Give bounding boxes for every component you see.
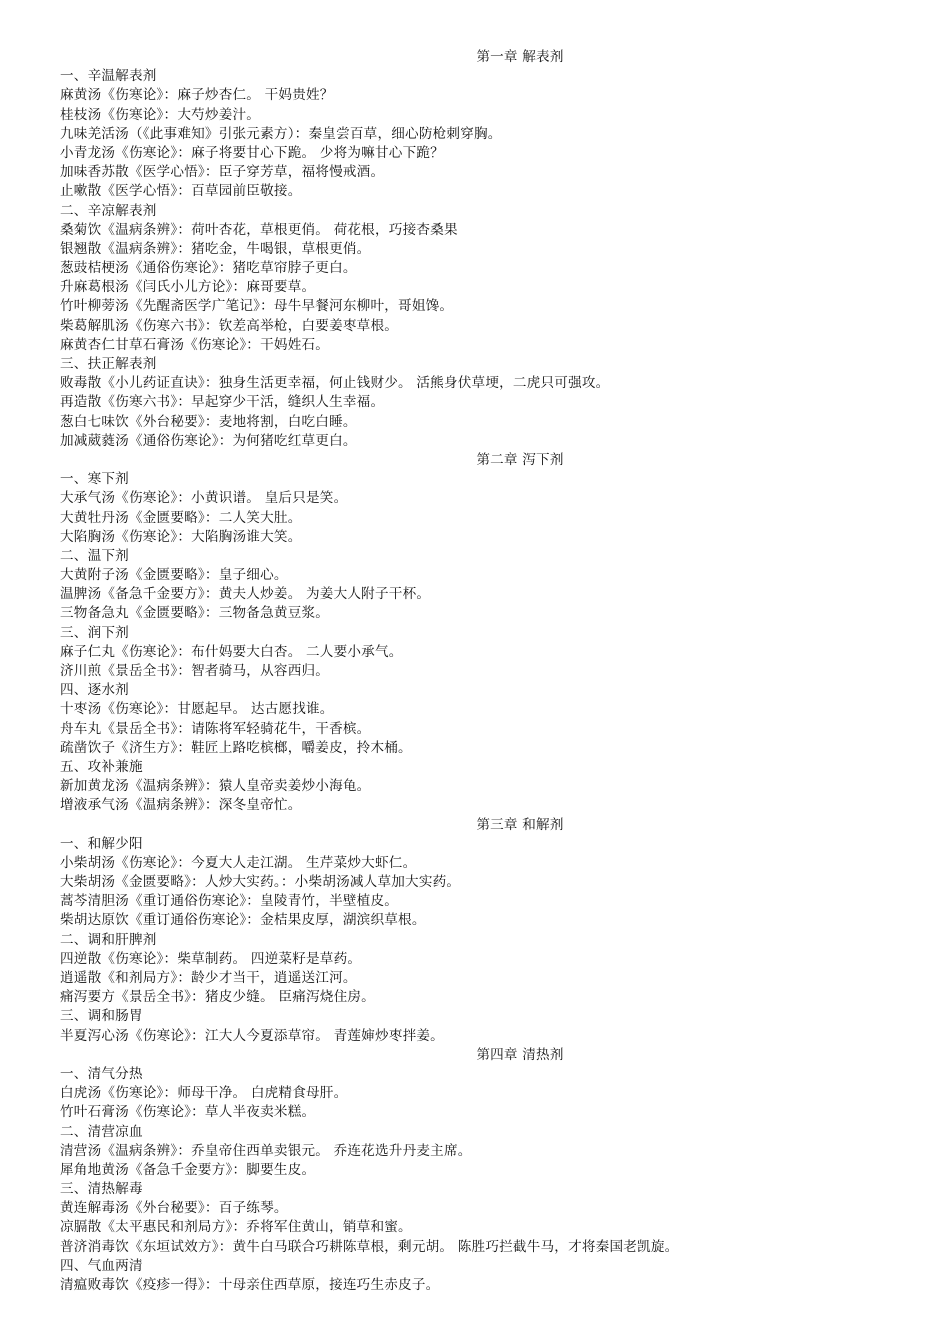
section-heading: 二、辛凉解表剂 bbox=[60, 202, 157, 219]
formula-entry: 桑菊饮《温病条辨》：荷叶杏花，草根更俏。 荷花根，巧接杏桑果 bbox=[60, 221, 458, 238]
formula-entry: 舟车丸《景岳全书》：请陈将军轻骑花牛，干香槟。 bbox=[60, 720, 371, 737]
section-heading: 四、气血两清 bbox=[60, 1257, 143, 1274]
section-heading: 一、寒下剂 bbox=[60, 471, 129, 488]
formula-entry: 柴胡达原饮《重订通俗伤寒论》：金桔果皮厚，湖滨织草根。 bbox=[60, 912, 426, 929]
formula-entry: 竹叶柳蒡汤《先醒斋医学广笔记》：母牛早餐河东柳叶，哥姐馋。 bbox=[60, 298, 454, 315]
formula-entry: 半夏泻心汤《伤寒论》：江大人今夏添草帘。 青莲婶炒枣拌姜。 bbox=[60, 1027, 444, 1044]
formula-entry: 白虎汤《伤寒论》：师母干净。 白虎精食母肝。 bbox=[60, 1085, 348, 1102]
document-page bbox=[60, 48, 920, 1295]
section-heading: 一、和解少阳 bbox=[60, 835, 143, 852]
section-heading: 一、清气分热 bbox=[60, 1065, 143, 1082]
formula-entry: 麻黄汤《伤寒论》：麻子炒杏仁。 干妈贵姓？ bbox=[60, 87, 334, 104]
section-heading: 四、逐水剂 bbox=[60, 682, 129, 699]
formula-entry: 大承气汤《伤寒论》：小黄识谱。 皇后只是笑。 bbox=[60, 490, 348, 507]
formula-entry: 升麻葛根汤《闫氏小儿方论》：麻哥要草。 bbox=[60, 279, 316, 296]
section-heading: 二、清营凉血 bbox=[60, 1123, 143, 1140]
formula-entry: 大黄牡丹汤《金匮要略》：二人笑大肚。 bbox=[60, 509, 302, 526]
formula-entry: 麻子仁丸《伤寒论》：布什妈要大白杏。 二人要小承气。 bbox=[60, 643, 403, 660]
section-heading: 三、润下剂 bbox=[60, 624, 129, 641]
formula-entry: 普济消毒饮《东垣试效方》：黄牛白马联合巧耕陈草根，剩元胡。 陈胜巧拦截牛马，才将秦国老凯旋。 bbox=[60, 1238, 679, 1255]
section-heading: 五、攻补兼施 bbox=[60, 758, 143, 775]
formula-entry: 犀角地黄汤《备急千金要方》：脚要生皮。 bbox=[60, 1161, 316, 1178]
formula-entry: 清瘟败毒饮《疫疹一得》：十母亲住西草原，接连巧生赤皮子。 bbox=[60, 1277, 440, 1293]
formula-entry: 小柴胡汤《伤寒论》：今夏大人走江湖。 生芹菜炒大虾仁。 bbox=[60, 854, 417, 871]
formula-entry: 十枣汤《伤寒论》：甘愿起早。 达古愿找谁。 bbox=[60, 701, 334, 718]
formula-entry: 三物备急丸《金匮要略》：三物备急黄豆浆。 bbox=[60, 605, 330, 622]
section-heading: 三、清热解毒 bbox=[60, 1181, 143, 1198]
formula-entry: 柴葛解肌汤《伤寒六书》：钦差高举枪，白要姜枣草根。 bbox=[60, 317, 399, 334]
formula-entry: 温脾汤《备急千金要方》：黄夫人炒姜。 为姜大人附子干杯。 bbox=[60, 586, 431, 603]
formula-entry: 九味羌活汤（《此事难知》引张元素方）：秦皇尝百草，细心防枪刺穿胸。 bbox=[60, 125, 502, 142]
formula-entry: 大陷胸汤《伤寒论》：大陷胸汤谁大笑。 bbox=[60, 528, 302, 545]
formula-entry: 疏凿饮子《济生方》：鞋匠上路吃槟榔，嚼姜皮，拎木桶。 bbox=[60, 739, 412, 756]
formula-entry: 清营汤《温病条辨》：乔皇帝住西单卖银元。 乔连花选升丹麦主席。 bbox=[60, 1142, 472, 1159]
formula-entry: 新加黄龙汤《温病条辨》：猿人皇帝卖姜炒小海龟。 bbox=[60, 778, 371, 795]
formula-entry: 葱白七味饮《外台秘要》：麦地将割，白吃白睡。 bbox=[60, 413, 357, 430]
chapter-heading: 第二章 泻下剂 bbox=[476, 451, 564, 468]
formula-entry: 麻黄杏仁甘草石膏汤《伤寒论》：干妈姓石。 bbox=[60, 336, 330, 353]
formula-entry: 四逆散《伤寒论》：柴草制药。 四逆菜籽是草药。 bbox=[60, 950, 362, 967]
formula-entry: 黄连解毒汤《外台秘要》：百子练琴。 bbox=[60, 1200, 288, 1217]
chapter-heading: 第一章 解表剂 bbox=[476, 49, 564, 65]
section-heading: 二、调和肝脾剂 bbox=[60, 931, 157, 948]
formula-entry: 小青龙汤《伤寒论》：麻子将要甘心下跪。 少将为嘛甘心下跪？ bbox=[60, 144, 444, 161]
formula-entry: 凉膈散《太平惠民和剂局方》：乔将军住黄山，销草和蜜。 bbox=[60, 1219, 412, 1236]
formula-entry: 大黄附子汤《金匮要略》：皇子细心。 bbox=[60, 567, 288, 584]
section-heading: 三、扶正解表剂 bbox=[60, 356, 157, 372]
section-heading: 三、调和肠胃 bbox=[60, 1008, 143, 1025]
formula-entry: 再造散《伤寒六书》：早起穿少干活，缝织人生幸福。 bbox=[60, 394, 385, 411]
formula-entry: 加味香苏散《医学心悟》：臣子穿芳草，福将慢戒酒。 bbox=[60, 164, 385, 181]
formula-entry: 痛泻要方《景岳全书》：猪皮少缝。 臣痛泻烧住房。 bbox=[60, 989, 375, 1006]
formula-entry: 败毒散《小儿药证直诀》：独身生活更幸福，何止钱财少。 活熊身伏草埂，二虎只可强攻。 bbox=[60, 375, 610, 392]
formula-entry: 逍遥散《和剂局方》：龄少才当干，逍遥送江河。 bbox=[60, 970, 357, 986]
chapter-heading: 第三章 和解剂 bbox=[476, 816, 564, 833]
formula-entry: 增液承气汤《温病条辨》：深冬皇帝忙。 bbox=[60, 797, 302, 814]
formula-entry: 大柴胡汤《金匮要略》：人炒大实药。：小柴胡汤减人草加大实药。 bbox=[60, 874, 461, 891]
section-heading: 二、温下剂 bbox=[60, 547, 129, 564]
formula-entry: 桂枝汤《伤寒论》：大芍炒姜汁。 bbox=[60, 106, 261, 123]
section-heading: 一、辛温解表剂 bbox=[60, 68, 157, 85]
formula-entry: 止嗽散《医学心悟》：百草园前臣敬接。 bbox=[60, 183, 302, 200]
formula-entry: 加减葳蕤汤《通俗伤寒论》：为何猪吃红草更白。 bbox=[60, 432, 357, 449]
formula-entry: 葱豉桔梗汤《通俗伤寒论》：猪吃草帘脖子更白。 bbox=[60, 260, 357, 277]
formula-entry: 银翘散《温病条辨》：猪吃金，牛喝银，草根更俏。 bbox=[60, 240, 371, 257]
formula-entry: 济川煎《景岳全书》：智者骑马，从容西归。 bbox=[60, 663, 330, 679]
formula-entry: 蒿芩清胆汤《重订通俗伤寒论》：皇陵青竹，半壁植皮。 bbox=[60, 893, 399, 910]
formula-entry: 竹叶石膏汤《伤寒论》：草人半夜卖米糕。 bbox=[60, 1104, 316, 1121]
chapter-heading: 第四章 清热剂 bbox=[476, 1046, 564, 1063]
